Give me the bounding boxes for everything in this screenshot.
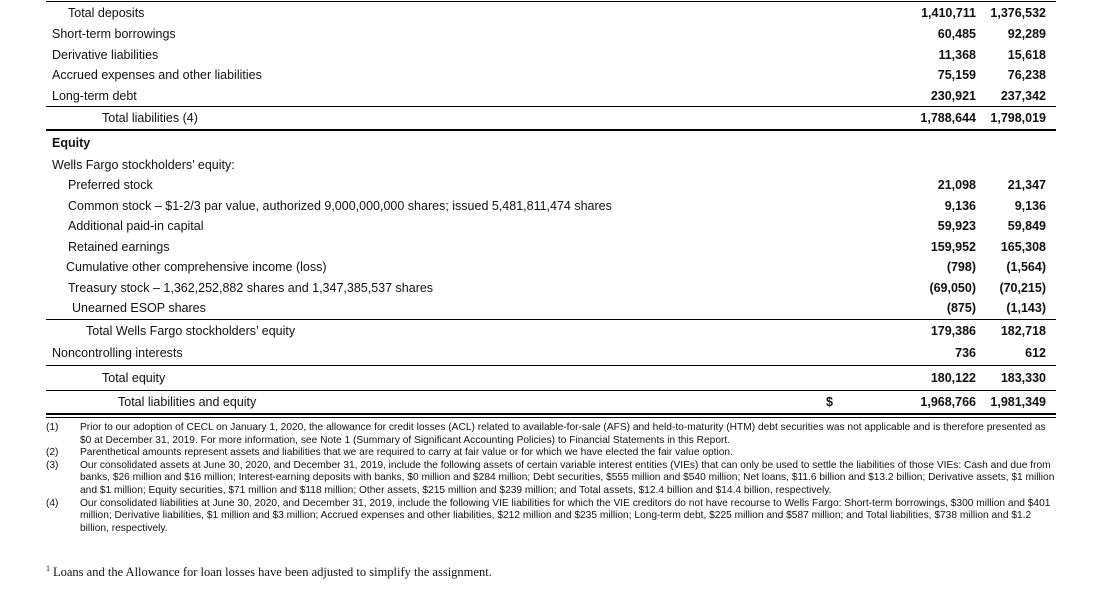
subsection-heading: Wells Fargo stockholders’ equity: [52,158,235,172]
value-2020: 21,098 [937,178,976,192]
value-2019: 1,376,532 [990,6,1046,20]
value-2019: 9,136 [1014,199,1046,213]
row-label: Long-term debt [52,89,137,103]
value-2019: 21,347 [1007,178,1046,192]
value-2019: (1,564) [1006,260,1046,274]
row-total-liabilities-and-equity [46,392,1056,412]
row-unearned-esop [46,298,1056,318]
note-text: Our consolidated liabilities at June 30, 2020, and December 31, 2019, include the following VIE liabilities for which the VIE creditors do not have recourse to Wells Fargo: Short-term borrowings, $300 million and $401 million; Derivative liabilities, $1 million and $3 million; Accrued expenses and other liabilities, $212 million and $235 million; Long-term debt, $225 million and $587 million; and Total liabilities, $738 million and $1.2 billion, respectively. [80,497,1051,534]
value-2020: (875) [946,301,976,315]
value-2019: 182,718 [1000,324,1046,338]
row-treasury-stock [46,278,1056,298]
value-2020: 1,968,766 [920,395,976,409]
row-label: Total equity [102,371,166,385]
assignment-footnote [46,564,492,580]
value-2020: 180,122 [930,371,976,385]
footnote-marker: 1 [46,564,50,573]
note-number: (4) [46,497,59,509]
row-total-deposits [46,3,1056,23]
row-accrued-expenses [46,65,1056,85]
value-2020: 230,921 [930,89,976,103]
value-2019: 1,981,349 [990,395,1046,409]
row-preferred-stock [46,175,1056,195]
row-label: Treasury stock – 1,362,252,882 shares and 1,347,385,537 shares [68,281,434,295]
note-text: Our consolidated assets at June 30, 2020, and December 31, 2019, include the following assets of certain variable interest entities (VIEs) that can only be used to settle the liabilities of those VIEs: Cash and due from banks, $26 million and $16 million; Interest-earning deposits with banks, $0 million and $284 million; Debt securities, $555 million and $540 million; Net loans, $11.6 billion and $13.2 billion; Derivative assets, $1 million and $1 million; Equity securities, $71 million and $118 million; Other assets, $215 million and $239 million; and Total assets, $12.4 billion and $14.4 billion, respectively. [80,459,1055,496]
note-number: (1) [46,422,59,433]
section-heading: Equity [52,136,91,150]
value-2019: 165,308 [1000,240,1046,254]
value-2019: 612 [1025,346,1046,360]
value-2019: (70,215) [999,281,1046,295]
row-label: Unearned ESOP shares [72,301,206,315]
note-1 [46,422,1056,447]
value-2019: (1,143) [1006,301,1046,315]
rule-above-total-liabilities [46,106,1056,107]
note-text: Parenthetical amounts represent assets and liabilities that we are required to carry at fair value or for which we have elected the fair value option. [80,447,733,459]
row-label: Common stock – $1-2/3 par value, authorized 9,000,000,000 shares; issued 5,481,811,474 shares [68,199,612,213]
value-2020: 9,136 [944,199,976,213]
table-notes [46,422,1056,535]
rule-below-total-liabilities [46,129,1056,131]
row-label: Total deposits [68,6,145,20]
value-2020: 159,952 [930,240,976,254]
row-common-stock [46,196,1056,216]
row-long-term-debt [46,86,1056,106]
row-stockholders-equity-heading [46,155,1056,175]
rule-above-total-liabilities-equity [46,390,1056,391]
note-number: (2) [46,447,59,459]
double-rule-bottom [46,417,1056,418]
value-2019: 183,330 [1000,371,1046,385]
value-2020: 59,923 [937,219,976,233]
row-label: Accrued expenses and other liabilities [52,68,262,82]
row-label: Total liabilities and equity [118,395,257,409]
footnote-text: Loans and the Allowance for loan losses have been adjusted to simplify the assignment. [53,565,492,580]
note-3 [46,460,1056,498]
row-cumulative-oci [46,257,1056,277]
row-label: Total liabilities (4) [102,111,198,125]
value-2020: 736 [955,346,976,360]
double-rule-top [46,413,1056,415]
value-2019: 59,849 [1007,219,1046,233]
note-number: (3) [46,459,59,471]
row-equity-heading [46,133,1056,153]
value-2020: 179,386 [930,324,976,338]
row-label: Preferred stock [68,178,153,192]
row-label: Noncontrolling interests [52,346,183,360]
row-derivative-liabilities [46,45,1056,65]
row-label: Short-term borrowings [52,27,176,41]
rule-above-total-equity [46,365,1056,366]
value-2019: 237,342 [1000,89,1046,103]
row-total-wf-equity [46,321,1056,341]
value-2020: (798) [946,260,976,274]
row-label: Additional paid-in capital [68,219,204,233]
rule-above-total-wf-equity [46,319,1056,320]
value-2020: 11,368 [938,48,976,62]
value-2020: (69,050) [929,281,976,295]
row-label: Cumulative other comprehensive income (loss) [66,260,327,274]
value-2019: 1,798,019 [990,111,1046,125]
note-2 [46,447,1056,460]
row-label: Retained earnings [68,240,170,254]
value-2019: 76,238 [1007,68,1046,82]
value-2019: 15,618 [1007,48,1046,62]
value-2020: 1,410,711 [921,6,976,20]
value-2020: 60,485 [937,27,976,41]
row-total-liabilities [46,108,1056,128]
row-label: Derivative liabilities [52,48,159,62]
currency-symbol: $ [826,395,833,409]
value-2019: 92,289 [1007,27,1046,41]
note-text: Prior to our adoption of CECL on January 1, 2020, the allowance for credit losses (ACL) related to available-for-sale (AFS) and held-to-maturity (HTM) debt securities was not applicable and is therefore presented as $0 at December 31, 2019. For more information, see Note 1 (Summary of Significant Accounting Policies) to Financial Statements in this Report. [80,422,1046,446]
row-short-term-borrowings [46,24,1056,44]
note-4 [46,498,1056,536]
value-2020: 1,788,644 [920,111,976,125]
row-retained-earnings [46,237,1056,257]
value-2020: 75,159 [937,68,976,82]
row-total-equity [46,368,1056,388]
row-additional-paid-in-capital [46,216,1056,236]
row-label: Total Wells Fargo stockholders’ equity [86,324,296,338]
row-noncontrolling-interests [46,343,1056,363]
top-rule [46,1,1056,2]
